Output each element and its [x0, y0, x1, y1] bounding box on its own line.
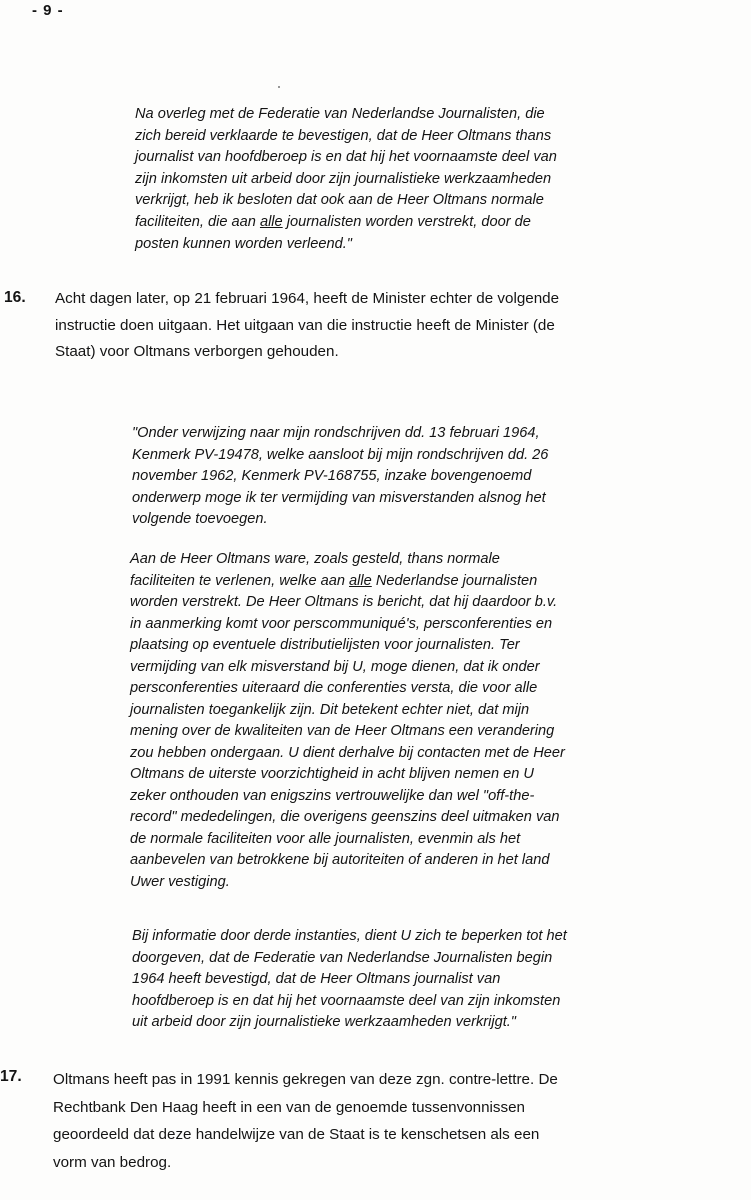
scan-speck [278, 86, 280, 88]
quote-1-text-end: journalisten worden verstrekt, door de posten kunnen worden verleend." [135, 213, 531, 252]
paragraph-17-text: Oltmans heeft pas in 1991 kennis gekregen van deze zgn. contre-lettre. De Rechtbank Den Haag heeft in een van de genoemde tussenvonnissen geoordeeld dat deze handelwijze van de Staat is te kenschetsen als een vorm van bedrog. [53, 1071, 558, 1171]
paragraph-16-text: Acht dagen later, op 21 februari 1964, heeft de Minister echter de volgende instructie doen uitgaan. Het uitgaan van die instructie heeft de Minister (de Staat) voor Oltmans verborgen gehouden. [55, 290, 560, 360]
quote-block-1 [135, 104, 735, 255]
quote-block-4: Bij informatie door derde instanties, dient U zich te beperken tot het doorgeven, dat de Federatie van Nederlandse Journalisten begin 1964 heeft bevestigd, dat de Heer Oltmans journalist van hoofdberoep is en dat hij het voornaamste deel van zijn inkomsten uit arbeid door zijn journalistieke werkzaamheden verkrijgt." [132, 928, 567, 1031]
paragraph-16-number: 16. [4, 289, 26, 306]
quote-1-underlined-word: alle [259, 213, 283, 230]
quote-3-underlined-word: alle [349, 572, 372, 589]
quote-3-text-end: Nederlandse journalisten worden verstrekt. De Heer Oltmans is bericht, dat hij daardoor b.v. in aanmerking komt voor perscommuniqué's, persconferenties en plaatsing op eventuele distributielijsten voor journalisten. Ter vermijding van elk misverstand bij U, moge dienen, dat ik onder persconferenties uiteraard die conferenties versta, die voor alle journalisten toegankelijk zijn. Dit betekent echter niet, dat mijn mening over de kwaliteiten van de Heer Oltmans een verandering zou hebben ondergaan. U dient derhalve bij contacten met de Heer Oltmans de uiterste voorzichtigheid in acht blijven nemen en U zeker onthouden van enigszins vertrouwelijke dan wel "off-the- record" mededelingen, die overigens geenszins deel uitmaken van de normale faciliteiten voor alle journalisten, evenmin als het aanbevelen van betrokkene bij autoriteiten of anderen in het land Uwer vestiging. [130, 572, 565, 890]
page-number: - 9 - [32, 2, 64, 19]
paragraph-17-number: 17. [0, 1068, 22, 1085]
quote-block-3 [130, 549, 745, 893]
quote-1-text-start: Na overleg met de Federatie van Nederlandse Journalisten, die zich bereid verklaarde te bevestigen, dat de Heer Oltmans thans journalist van hoofdberoep is en dat hij het voornaamste deel van zijn inkomsten uit arbeid door zijn journalistieke werkzaamheden verkrijgt, heb ik besloten dat ook aan de Heer Oltmans normale faciliteiten, die aan [135, 106, 557, 230]
quote-3-text-start: Aan de Heer Oltmans ware, zoals gesteld, thans normale faciliteiten te verlenen, welke aan [130, 551, 500, 589]
quote-block-2: "Onder verwijzing naar mijn rondschrijven dd. 13 februari 1964, Kenmerk PV-19478, welke aansloot bij mijn rondschrijven dd. 26 november 1962, Kenmerk PV-168755, inzake bovengenoemd onderwerp moge ik ter vermijding van misverstanden alsnog het volgende toevoegen. [132, 425, 549, 528]
